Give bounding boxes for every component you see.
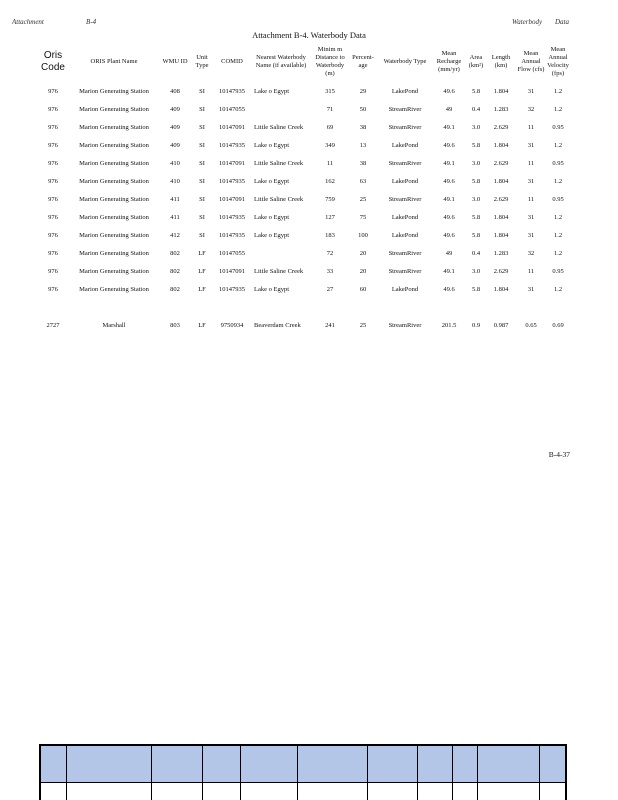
- cell-comid: 10147091: [219, 159, 245, 167]
- cell-mean-recharge: 49: [445, 105, 453, 113]
- cell-plant-name: Marion Generating Station: [79, 105, 149, 113]
- table-header-row: [38, 42, 570, 82]
- grid-divider: [417, 746, 418, 800]
- cell-mean-flow: 11: [527, 123, 535, 131]
- table-row: [38, 208, 570, 226]
- cell-unit-type: SI: [199, 213, 205, 221]
- table-row: [38, 280, 570, 298]
- grid-divider: [202, 746, 203, 800]
- cell-mean-velocity: 0.95: [552, 123, 564, 131]
- cell-oris-code: 976: [48, 141, 58, 149]
- cell-unit-type: LF: [198, 321, 206, 329]
- cell-mean-velocity: 1.2: [553, 213, 563, 221]
- cell-wmu-id: 409: [170, 141, 180, 149]
- cell-comid: 9750934: [220, 321, 244, 329]
- cell-mean-velocity: 0.95: [552, 195, 564, 203]
- cell-waterbody-name: Little Saline Creek: [254, 123, 304, 131]
- cell-mean-velocity: 1.2: [553, 285, 563, 293]
- cell-length: 1.804: [493, 285, 509, 293]
- table-row: [38, 244, 570, 262]
- cell-waterbody-type: LakePond: [391, 141, 419, 149]
- col-header-area: Area (km²): [468, 54, 484, 69]
- cell-waterbody-type: LakePond: [391, 213, 419, 221]
- cell-area: 5.8: [471, 177, 481, 185]
- cell-waterbody-name: Beaverdam Creek: [254, 321, 301, 329]
- cell-comid: 10147055: [219, 105, 245, 113]
- cell-unit-type: SI: [199, 231, 205, 239]
- cell-plant-name: Marion Generating Station: [79, 231, 149, 239]
- cell-min-distance: 69: [326, 123, 334, 131]
- cell-oris-code: 976: [48, 177, 58, 185]
- cell-mean-velocity: 0.69: [552, 321, 564, 329]
- cell-unit-type: LF: [198, 285, 206, 293]
- grid-divider: [240, 746, 241, 800]
- cell-length: 2.629: [493, 195, 509, 203]
- header-section: B-4: [86, 18, 97, 26]
- cell-mean-velocity: 0.95: [552, 159, 564, 167]
- cell-min-distance: 72: [326, 249, 334, 257]
- table-row: [38, 316, 570, 334]
- cell-mean-recharge: 201.5: [441, 321, 457, 329]
- cell-comid: 10147935: [219, 213, 245, 221]
- cell-length: 1.804: [493, 141, 509, 149]
- cell-mean-recharge: 49: [445, 249, 453, 257]
- cell-percentage: 63: [359, 177, 367, 185]
- cell-plant-name: Marion Generating Station: [79, 285, 149, 293]
- cell-comid: 10147055: [219, 249, 245, 257]
- cell-percentage: 20: [359, 249, 367, 257]
- cell-mean-recharge: 49.6: [443, 177, 455, 185]
- cell-mean-flow: 11: [527, 159, 535, 167]
- cell-length: 1.804: [493, 177, 509, 185]
- col-header-comid: COMID: [221, 58, 243, 65]
- cell-mean-velocity: 1.2: [553, 87, 563, 95]
- cell-percentage: 20: [359, 267, 367, 275]
- page-title: Attachment B-4. Waterbody Data: [252, 30, 366, 40]
- cell-length: 1.283: [493, 105, 509, 113]
- cell-mean-recharge: 49.6: [443, 87, 455, 95]
- cell-unit-type: LF: [198, 249, 206, 257]
- cell-min-distance: 183: [325, 231, 335, 239]
- cell-mean-flow: 31: [527, 87, 535, 95]
- grid-divider: [367, 746, 368, 800]
- table-spacer-row: [38, 298, 570, 316]
- cell-oris-code: 976: [48, 285, 58, 293]
- col-header-mean-recharge: Mean Recharge (mm/yr): [436, 50, 462, 73]
- cell-min-distance: 71: [326, 105, 334, 113]
- cell-oris-code: 2727: [46, 321, 60, 329]
- cell-percentage: 25: [359, 195, 367, 203]
- cell-min-distance: 33: [326, 267, 334, 275]
- cell-mean-flow: 31: [527, 141, 535, 149]
- grid-divider: [477, 746, 478, 800]
- next-table-header-fragment: [39, 744, 567, 800]
- col-header-mean-velocity: Mean Annual Velocity (fps): [547, 46, 569, 77]
- cell-wmu-id: 409: [170, 105, 180, 113]
- cell-oris-code: 976: [48, 231, 58, 239]
- cell-wmu-id: 802: [170, 267, 180, 275]
- cell-wmu-id: 408: [170, 87, 180, 95]
- cell-unit-type: SI: [199, 177, 205, 185]
- cell-mean-velocity: 1.2: [553, 177, 563, 185]
- cell-wmu-id: 803: [170, 321, 180, 329]
- cell-percentage: 29: [359, 87, 367, 95]
- cell-length: 2.629: [493, 267, 509, 275]
- cell-waterbody-type: LakePond: [391, 231, 419, 239]
- cell-length: 1.283: [493, 249, 509, 257]
- cell-percentage: 60: [359, 285, 367, 293]
- grid-divider: [151, 746, 152, 800]
- cell-waterbody-name: Little Saline Creek: [254, 195, 304, 203]
- cell-mean-recharge: 49.6: [443, 213, 455, 221]
- cell-mean-flow: 32: [527, 249, 535, 257]
- cell-area: 3.0: [471, 195, 481, 203]
- cell-wmu-id: 409: [170, 123, 180, 131]
- cell-percentage: 50: [359, 105, 367, 113]
- cell-oris-code: 976: [48, 123, 58, 131]
- cell-waterbody-name: [250, 244, 312, 262]
- cell-comid: 10147091: [219, 123, 245, 131]
- cell-mean-flow: 31: [527, 231, 535, 239]
- cell-area: 0.4: [471, 105, 481, 113]
- cell-waterbody-name: Lake o Egypt: [254, 231, 290, 239]
- header-attachment: Attachment: [12, 18, 44, 26]
- cell-mean-flow: 31: [527, 285, 535, 293]
- cell-area: 0.9: [471, 321, 481, 329]
- cell-mean-velocity: 1.2: [553, 231, 563, 239]
- cell-length: 1.804: [493, 231, 509, 239]
- cell-min-distance: 241: [325, 321, 335, 329]
- cell-mean-velocity: 0.95: [552, 267, 564, 275]
- cell-comid: 10147935: [219, 87, 245, 95]
- table-row: [38, 172, 570, 190]
- cell-mean-recharge: 49.1: [443, 123, 455, 131]
- cell-percentage: 13: [359, 141, 367, 149]
- col-header-length: Length (km): [491, 54, 511, 69]
- cell-wmu-id: 802: [170, 285, 180, 293]
- cell-area: 3.0: [471, 123, 481, 131]
- cell-unit-type: SI: [199, 141, 205, 149]
- cell-length: 0.987: [493, 321, 509, 329]
- cell-length: 2.629: [493, 159, 509, 167]
- col-header-plant-name: ORIS Plant Name: [90, 58, 138, 65]
- cell-mean-velocity: 1.2: [553, 141, 563, 149]
- cell-mean-recharge: 49.6: [443, 285, 455, 293]
- cell-wmu-id: 410: [170, 177, 180, 185]
- cell-waterbody-name: Lake o Egypt: [254, 141, 290, 149]
- cell-area: 3.0: [471, 267, 481, 275]
- header-data: Data: [555, 18, 569, 26]
- cell-area: 5.8: [471, 231, 481, 239]
- cell-comid: 10147935: [219, 231, 245, 239]
- cell-plant-name: Marion Generating Station: [79, 159, 149, 167]
- cell-oris-code: 976: [48, 195, 58, 203]
- cell-mean-flow: 0.65: [525, 321, 537, 329]
- cell-mean-velocity: 1.2: [553, 105, 563, 113]
- col-header-waterbody-name: Nearest Waterbody Name (if available): [255, 54, 307, 69]
- cell-oris-code: 976: [48, 87, 58, 95]
- cell-mean-recharge: 49.1: [443, 195, 455, 203]
- table-row: [38, 262, 570, 280]
- cell-waterbody-type: StreamRiver: [388, 105, 422, 113]
- cell-unit-type: SI: [199, 87, 205, 95]
- cell-waterbody-type: StreamRiver: [388, 195, 422, 203]
- cell-mean-flow: 31: [527, 213, 535, 221]
- col-header-unit-type: Unit Type: [195, 54, 209, 69]
- col-header-waterbody-type: Waterbody Type: [383, 58, 427, 65]
- table-row: [38, 100, 570, 118]
- cell-plant-name: Marion Generating Station: [79, 267, 149, 275]
- table-row: [38, 190, 570, 208]
- cell-comid: 10147935: [219, 285, 245, 293]
- cell-area: 3.0: [471, 159, 481, 167]
- grid-divider: [539, 746, 540, 800]
- cell-unit-type: SI: [199, 105, 205, 113]
- cell-unit-type: SI: [199, 159, 205, 167]
- cell-waterbody-type: LakePond: [391, 87, 419, 95]
- header-waterbody: Waterbody: [512, 18, 543, 26]
- cell-area: 5.8: [471, 141, 481, 149]
- cell-wmu-id: 411: [170, 213, 180, 221]
- cell-oris-code: 976: [48, 249, 58, 257]
- cell-waterbody-type: StreamRiver: [388, 123, 422, 131]
- col-header-mean-flow: Mean Annual Flow (cfs): [517, 50, 545, 73]
- table-row: [38, 154, 570, 172]
- cell-min-distance: 759: [325, 195, 335, 203]
- table-row: [38, 136, 570, 154]
- cell-min-distance: 349: [325, 141, 335, 149]
- cell-plant-name: Marion Generating Station: [79, 249, 149, 257]
- grid-divider: [452, 746, 453, 800]
- cell-unit-type: SI: [199, 195, 205, 203]
- cell-waterbody-type: LakePond: [391, 177, 419, 185]
- cell-mean-recharge: 49.1: [443, 267, 455, 275]
- cell-area: 5.8: [471, 213, 481, 221]
- cell-comid: 10147935: [219, 141, 245, 149]
- table-row: [38, 118, 570, 136]
- cell-percentage: 38: [359, 123, 367, 131]
- cell-min-distance: 11: [326, 159, 334, 167]
- col-header-min-distance: Minim m Distance to Waterbody (m): [315, 46, 345, 77]
- cell-comid: 10147935: [219, 177, 245, 185]
- spacer-cell: [38, 298, 570, 316]
- cell-waterbody-name: Lake o Egypt: [254, 87, 290, 95]
- cell-plant-name: Marion Generating Station: [79, 141, 149, 149]
- cell-percentage: 100: [358, 231, 368, 239]
- cell-area: 5.8: [471, 285, 481, 293]
- cell-waterbody-type: StreamRiver: [388, 321, 422, 329]
- cell-min-distance: 27: [326, 285, 334, 293]
- cell-oris-code: 976: [48, 213, 58, 221]
- cell-length: 1.804: [493, 213, 509, 221]
- cell-mean-velocity: 1.2: [553, 249, 563, 257]
- cell-area: 0.4: [471, 249, 481, 257]
- cell-mean-flow: 31: [527, 177, 535, 185]
- cell-length: 1.804: [493, 87, 509, 95]
- cell-comid: 10147091: [219, 195, 245, 203]
- grid-divider: [66, 746, 67, 800]
- col-header-percentage: Percent-age: [352, 54, 374, 69]
- cell-wmu-id: 410: [170, 159, 180, 167]
- cell-comid: 10147091: [219, 267, 245, 275]
- cell-plant-name: Marion Generating Station: [79, 213, 149, 221]
- cell-waterbody-name: Lake o Egypt: [254, 213, 290, 221]
- cell-min-distance: 315: [325, 87, 335, 95]
- cell-waterbody-name: Little Saline Creek: [254, 159, 304, 167]
- header-band: [41, 746, 565, 783]
- cell-plant-name: Marion Generating Station: [79, 87, 149, 95]
- cell-min-distance: 162: [325, 177, 335, 185]
- cell-plant-name: Marshall: [102, 321, 126, 329]
- table-row: [38, 226, 570, 244]
- cell-area: 5.8: [471, 87, 481, 95]
- cell-length: 2.629: [493, 123, 509, 131]
- cell-oris-code: 976: [48, 159, 58, 167]
- cell-min-distance: 127: [325, 213, 335, 221]
- cell-wmu-id: 802: [170, 249, 180, 257]
- col-header-oris-code: Oris Code: [41, 50, 65, 73]
- cell-wmu-id: 411: [170, 195, 180, 203]
- waterbody-data-table: [38, 42, 570, 334]
- cell-mean-flow: 11: [527, 267, 535, 275]
- cell-oris-code: 976: [48, 267, 58, 275]
- cell-waterbody-type: StreamRiver: [388, 159, 422, 167]
- cell-unit-type: SI: [199, 123, 205, 131]
- cell-waterbody-name: [250, 100, 312, 118]
- cell-percentage: 25: [359, 321, 367, 329]
- cell-unit-type: LF: [198, 267, 206, 275]
- page-number: B-4-37: [548, 450, 570, 459]
- cell-waterbody-name: Little Saline Creek: [254, 267, 304, 275]
- cell-waterbody-name: Lake o Egypt: [254, 285, 290, 293]
- cell-mean-flow: 11: [527, 195, 535, 203]
- cell-mean-recharge: 49.1: [443, 159, 455, 167]
- col-header-wmu-id: WMU ID: [162, 58, 188, 65]
- table-row: [38, 82, 570, 100]
- cell-percentage: 38: [359, 159, 367, 167]
- cell-waterbody-type: LakePond: [391, 285, 419, 293]
- cell-mean-recharge: 49.6: [443, 231, 455, 239]
- cell-mean-recharge: 49.6: [443, 141, 455, 149]
- cell-waterbody-type: StreamRiver: [388, 249, 422, 257]
- cell-wmu-id: 412: [170, 231, 180, 239]
- cell-plant-name: Marion Generating Station: [79, 123, 149, 131]
- grid-divider: [297, 746, 298, 800]
- cell-plant-name: Marion Generating Station: [79, 195, 149, 203]
- cell-waterbody-name: Lake o Egypt: [254, 177, 290, 185]
- cell-plant-name: Marion Generating Station: [79, 177, 149, 185]
- cell-oris-code: 976: [48, 105, 58, 113]
- cell-percentage: 75: [359, 213, 367, 221]
- cell-waterbody-type: StreamRiver: [388, 267, 422, 275]
- cell-mean-flow: 32: [527, 105, 535, 113]
